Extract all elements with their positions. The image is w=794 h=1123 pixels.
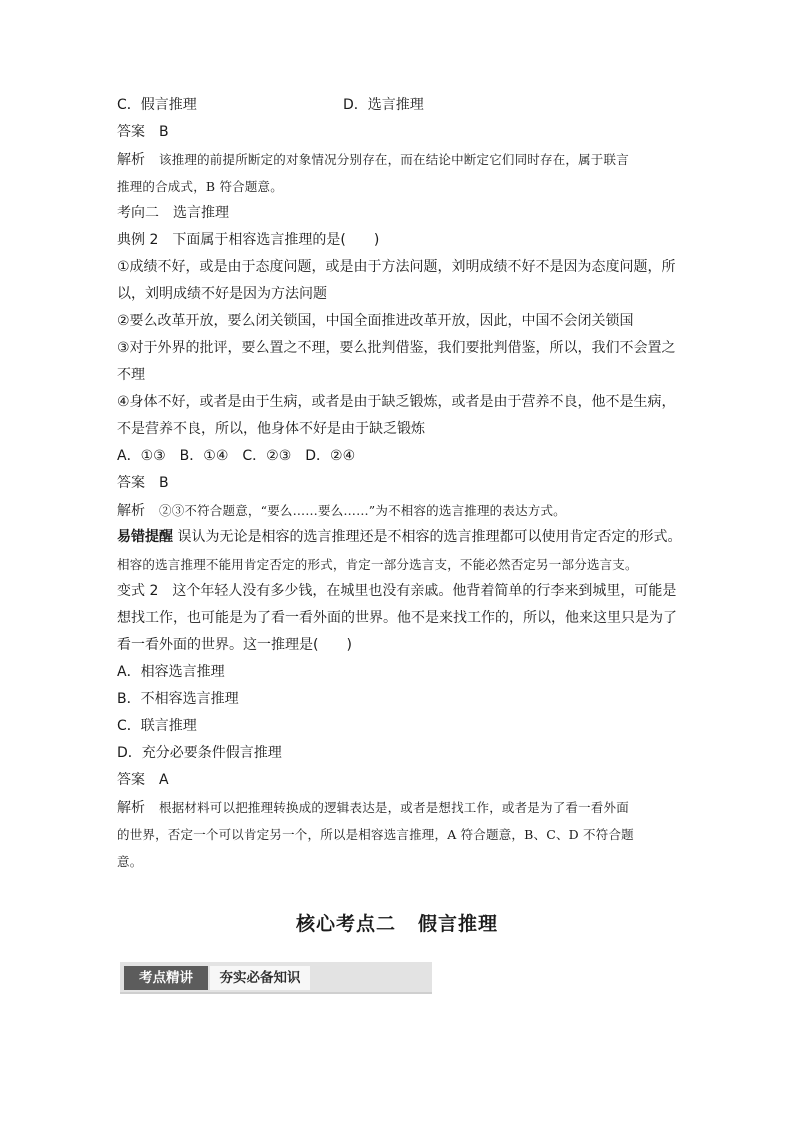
core-title-part2: 假言推理 bbox=[418, 913, 499, 935]
variant2-analysis-2: 的世界，否定一个可以肯定另一个，所以是相容选言推理，A 符合题意，B、C、D 不符合题 bbox=[117, 827, 634, 842]
example2-answer bbox=[117, 470, 679, 497]
variant2-stem-1 bbox=[117, 578, 679, 605]
variant2-stem-2: 想找工作，也可能是为了看一看外面的世界。他不是来找工作的，所以，他来这里只是为了 bbox=[117, 610, 677, 626]
variant-label: 变式 2 bbox=[117, 583, 159, 599]
error-tip-line-1 bbox=[117, 524, 682, 551]
error-tip-text: 误认为无论是相容的选言推理还是不相容的选言推理都可以使用肯定否定的形式。 bbox=[177, 529, 682, 545]
variant2-option-c: C．联言推理 bbox=[117, 718, 197, 734]
answer-label: 答案 bbox=[117, 772, 145, 788]
option-d: D．选言推理 bbox=[343, 97, 424, 113]
example2-item3-b: 不理 bbox=[117, 367, 145, 383]
analysis-label: 解析 bbox=[117, 503, 145, 519]
variant2-analysis-1 bbox=[117, 794, 679, 821]
core-title-part1: 核心考点二 bbox=[295, 913, 396, 935]
variant2-analysis-3: 意。 bbox=[117, 854, 143, 869]
option-c: C．假言推理 bbox=[117, 97, 197, 113]
example2-item1-b: 以，刘明成绩不好是因为方法问题 bbox=[117, 286, 327, 302]
example2-item3-a: ③对于外界的批评，要么置之不理，要么批判借鉴，我们要批判借鉴，所以，我们不会置之 bbox=[117, 340, 676, 356]
q1-analysis-line-1 bbox=[117, 146, 679, 173]
variant2-stem-3: 看一看外面的世界。这一推理是( ) bbox=[117, 637, 352, 653]
section-banner bbox=[120, 962, 432, 994]
example2-item2: ②要么改革开放，要么闭关锁国，中国全面推进改革开放，因此，中国不会闭关锁国 bbox=[117, 313, 634, 329]
example-stem-text: 下面属于相容选言推理的是( ) bbox=[172, 232, 380, 248]
variant2-option-d: D．充分必要条件假言推理 bbox=[117, 745, 282, 761]
error-tip-line-2: 相容的选言推理不能用肯定否定的形式，肯定一部分选言支，不能必然否定另一部分选言支。 bbox=[117, 557, 638, 572]
example2-item4-b: 不是营养不良，所以，他身体不好是由于缺乏锻炼 bbox=[117, 421, 425, 437]
variant-stem-text: 这个年轻人没有多少钱，在城里也没有亲戚。他背着简单的行李来到城里，可能是 bbox=[172, 583, 677, 599]
example2-options: A．①③ B．①④ C．②③ D．②④ bbox=[117, 448, 356, 464]
analysis-text: 该推理的前提所断定的对象情况分别存在，而在结论中断定它们同时存在，属于联言 bbox=[159, 152, 629, 167]
error-tip-label: 易错提醒 bbox=[117, 529, 173, 545]
page-body bbox=[117, 92, 682, 875]
analysis-text: 根据材料可以把推理转换成的逻辑表达是，或者是想找工作，或者是为了看一看外面 bbox=[159, 800, 629, 815]
answer-value: B bbox=[159, 124, 169, 140]
answer-label: 答案 bbox=[117, 124, 145, 140]
answer-value: B bbox=[159, 475, 169, 491]
core-topic-title bbox=[0, 908, 794, 940]
section-heading: 考向二 选言推理 bbox=[117, 205, 229, 221]
example2-item1-a: ①成绩不好，或是由于态度问题，或是由于方法问题，刘明成绩不好不是因为态度问题，所 bbox=[117, 259, 676, 275]
example-label: 典例 2 bbox=[117, 232, 159, 248]
analysis-text: ②③不符合题意，“要么……要么……”为不相容的选言推理的表达方式。 bbox=[159, 503, 566, 518]
variant2-answer bbox=[117, 767, 679, 794]
example2-analysis bbox=[117, 497, 679, 524]
q1-answer bbox=[117, 119, 679, 146]
banner-label: 考点精讲 bbox=[124, 966, 208, 990]
q1-analysis-line-2: 推理的合成式，B 符合题意。 bbox=[117, 179, 283, 194]
answer-value: A bbox=[159, 772, 169, 788]
example2-item4-a: ④身体不好，或者是由于生病，或者是由于缺乏锻炼，或者是由于营养不良，他不是生病， bbox=[117, 394, 676, 410]
answer-label: 答案 bbox=[117, 475, 145, 491]
banner-subtitle: 夯实必备知识 bbox=[210, 966, 310, 990]
variant2-option-b: B．不相容选言推理 bbox=[117, 691, 239, 707]
prev-options-row bbox=[117, 92, 679, 119]
analysis-label: 解析 bbox=[117, 152, 145, 168]
analysis-label: 解析 bbox=[117, 800, 145, 816]
variant2-option-a: A．相容选言推理 bbox=[117, 664, 225, 680]
example2-stem bbox=[117, 227, 679, 254]
